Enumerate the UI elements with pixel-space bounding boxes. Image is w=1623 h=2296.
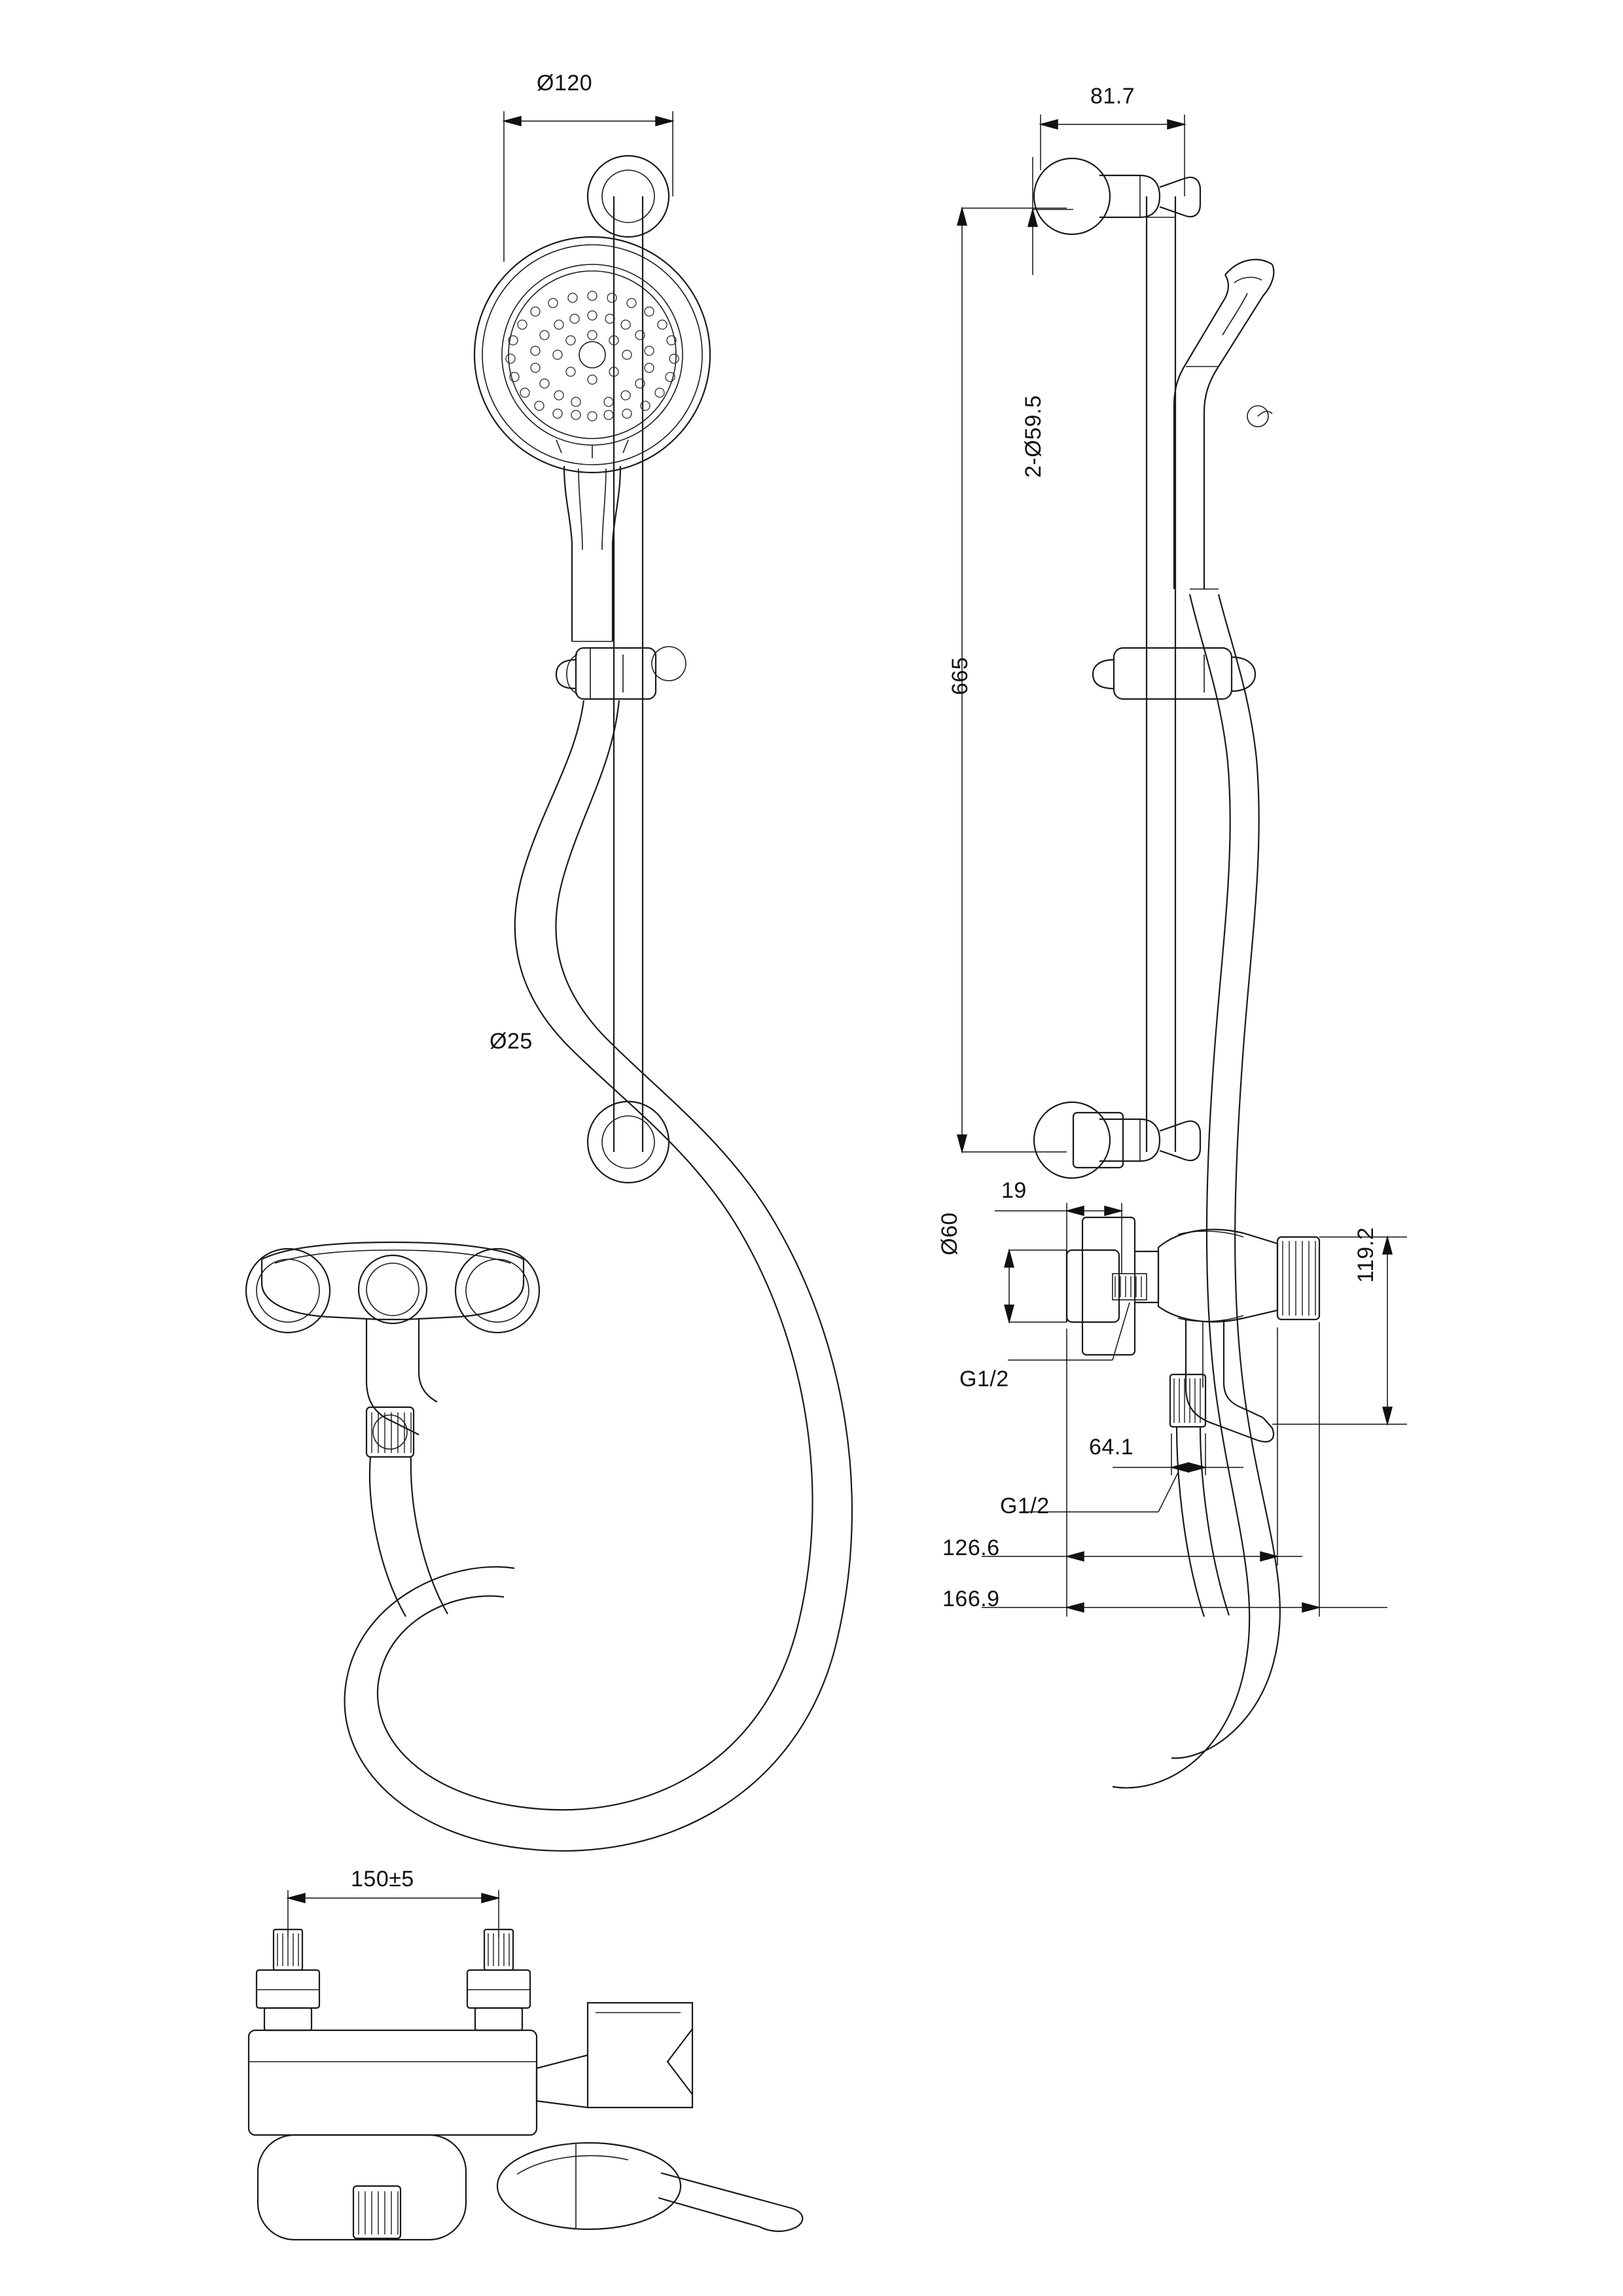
mixer-detail-view <box>982 1203 1407 1617</box>
rail-slider-bracket-side <box>1093 648 1255 699</box>
rail-top-bracket <box>588 156 669 237</box>
dim-label-rail-length: 665 <box>948 656 972 695</box>
bath-mixer-front-view <box>246 1242 539 1617</box>
dim-label-rail-diameter: Ø25 <box>490 1029 533 1054</box>
dim-line-inlet-projection <box>995 1203 1122 1274</box>
dim-label-body-height: 119.2 <box>1353 1227 1378 1283</box>
dim-line-mount-holes <box>1028 157 1073 275</box>
dim-label-head-diameter: Ø120 <box>537 71 593 96</box>
handshower-head-front <box>474 237 710 473</box>
dim-label-flange-diameter: Ø60 <box>937 1212 962 1255</box>
handshower-handle-front <box>564 466 620 641</box>
dim-label-bracket-spacing: 81.7 <box>1090 84 1135 109</box>
dim-line-flange-diameter <box>1005 1250 1067 1322</box>
dim-label-depth-166: 166.9 <box>942 1587 1000 1611</box>
dim-line-body-height <box>1272 1237 1407 1424</box>
dim-label-depth-126: 126.6 <box>942 1535 1000 1560</box>
front-view-shower-rail <box>345 111 852 1851</box>
dim-label-inlet-projection: 19 <box>1001 1178 1027 1203</box>
rail-slider-bracket-front <box>556 647 686 699</box>
mixer-body-bottom <box>249 2003 802 2240</box>
handshower-side-profile <box>1174 260 1274 589</box>
rail-bottom-bracket <box>588 1102 669 1183</box>
mixer-bottom-view <box>249 1890 802 2240</box>
dim-line-bracket-spacing <box>1041 115 1185 196</box>
leader-thread-inlet <box>1008 1302 1130 1360</box>
dim-label-outlet-offset: 64.1 <box>1089 1435 1134 1460</box>
mixer-inlet-right <box>467 1929 530 2030</box>
dim-label-mount-holes: 2-Ø59.5 <box>1021 395 1046 478</box>
dim-line-rail-length <box>957 208 1067 1152</box>
dim-label-thread-inlet: G1/2 <box>959 1367 1009 1391</box>
shower-hose-front <box>345 700 852 1851</box>
side-view-shower-rail <box>957 115 1280 1788</box>
dim-line-depth-126 <box>982 1327 1302 1566</box>
dim-line-inlet-centres <box>288 1890 499 1937</box>
shower-hose-side <box>1113 594 1280 1788</box>
dim-label-thread-outlet: G1/2 <box>1000 1494 1050 1518</box>
dim-label-inlet-centres: 150±5 <box>351 1867 414 1892</box>
shower-rail-side <box>1147 196 1175 1152</box>
mixer-inlet-left <box>257 1929 319 2030</box>
